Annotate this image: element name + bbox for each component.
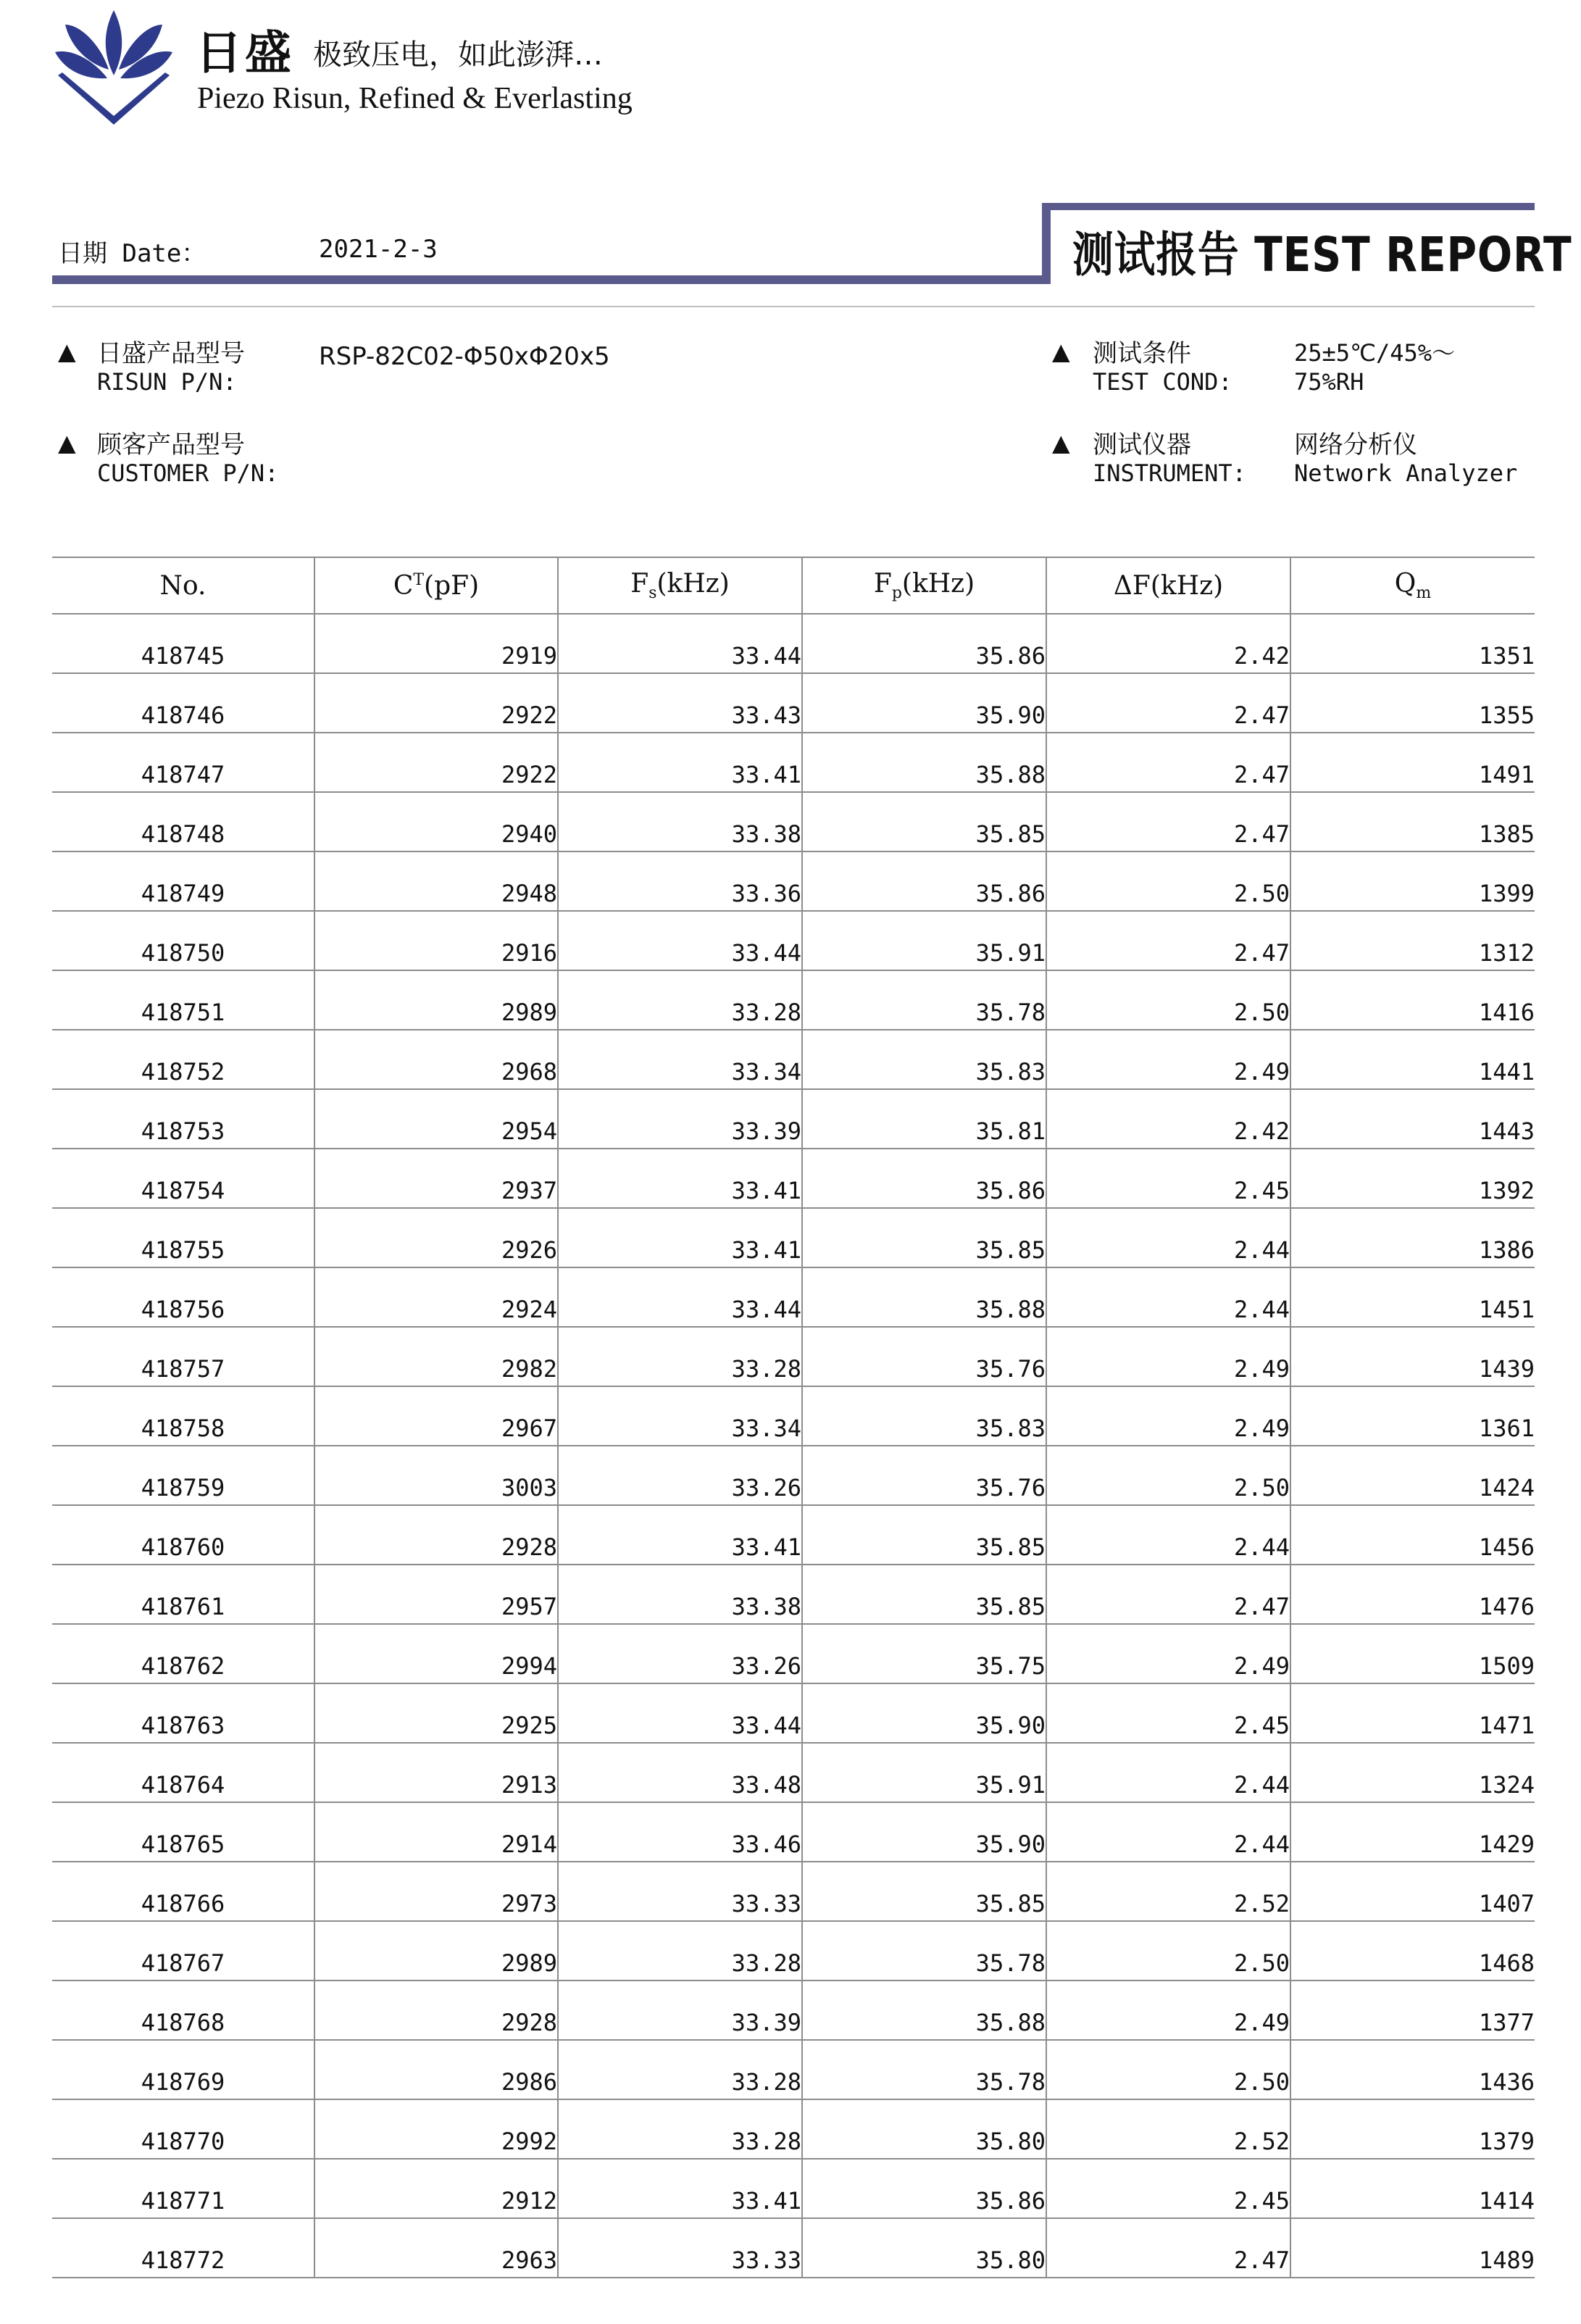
table-row — [52, 792, 1535, 851]
date-label: 日期 Date： — [58, 239, 207, 268]
cell-delta-f: 2.50 — [1046, 1921, 1290, 1981]
cell-fs: 33.41 — [558, 1505, 802, 1565]
cell-ct: 2967 — [314, 1386, 558, 1446]
table-row — [52, 1565, 1535, 1624]
cell-qm: 1476 — [1290, 1565, 1535, 1624]
cell-qm: 1361 — [1290, 1386, 1535, 1446]
customer-pn-label-cn: 顾客产品型号 — [97, 430, 245, 459]
cell-ct: 2957 — [314, 1565, 558, 1624]
cell-no: 418754 — [52, 1149, 314, 1208]
table-row — [52, 1030, 1535, 1089]
cell-ct: 2986 — [314, 2040, 558, 2099]
cell-delta-f: 2.47 — [1046, 673, 1290, 733]
cell-no: 418766 — [52, 1862, 314, 1921]
cell-delta-f: 2.47 — [1046, 911, 1290, 970]
table-row — [52, 1089, 1535, 1149]
header-no: No. — [52, 557, 314, 614]
header-rule-top — [1042, 203, 1535, 210]
table-row — [52, 1743, 1535, 1802]
risun-pn-label-cn: 日盛产品型号 — [97, 339, 245, 368]
cell-delta-f: 2.50 — [1046, 970, 1290, 1030]
cell-ct: 2994 — [314, 1624, 558, 1683]
cell-qm: 1385 — [1290, 792, 1535, 851]
report-title: 测试报告 TEST REPORT — [1072, 227, 1572, 283]
divider — [52, 306, 1535, 307]
slogan-en: Piezo Risun, Refined & Everlasting — [197, 82, 633, 115]
cell-fs: 33.36 — [558, 851, 802, 911]
customer-pn-label-en: CUSTOMER P/N: — [97, 459, 279, 487]
table-row — [52, 614, 1535, 673]
cell-fs: 33.39 — [558, 1981, 802, 2040]
cell-fs: 33.38 — [558, 792, 802, 851]
cell-fp: 35.83 — [802, 1030, 1046, 1089]
table-row — [52, 2099, 1535, 2159]
cell-no: 418767 — [52, 1921, 314, 1981]
cell-delta-f: 2.44 — [1046, 1802, 1290, 1862]
cell-delta-f: 2.44 — [1046, 1505, 1290, 1565]
table-row — [52, 1327, 1535, 1386]
cell-fp: 35.78 — [802, 970, 1046, 1030]
cell-no: 418761 — [52, 1565, 314, 1624]
bullet-triangle-icon: ▲ — [58, 429, 76, 457]
header-delta-f: ΔF(kHz) — [1046, 557, 1290, 614]
table-row — [52, 733, 1535, 792]
cell-delta-f: 2.52 — [1046, 1862, 1290, 1921]
cell-no: 418753 — [52, 1089, 314, 1149]
cell-no: 418763 — [52, 1683, 314, 1743]
cell-no: 418752 — [52, 1030, 314, 1089]
cell-qm: 1456 — [1290, 1505, 1535, 1565]
cell-ct: 2989 — [314, 970, 558, 1030]
cell-fs: 33.33 — [558, 2218, 802, 2278]
cell-delta-f: 2.45 — [1046, 1683, 1290, 1743]
cell-no: 418749 — [52, 851, 314, 911]
cell-fs: 33.43 — [558, 673, 802, 733]
cell-fp: 35.75 — [802, 1624, 1046, 1683]
cell-no: 418756 — [52, 1267, 314, 1327]
cell-no: 418746 — [52, 673, 314, 733]
cell-qm: 1355 — [1290, 673, 1535, 733]
table-row — [52, 970, 1535, 1030]
table-row — [52, 1208, 1535, 1267]
bullet-triangle-icon: ▲ — [1052, 429, 1070, 457]
cell-ct: 2912 — [314, 2159, 558, 2218]
cell-fs: 33.44 — [558, 1267, 802, 1327]
instrument-value-cn: 网络分析仪 — [1294, 430, 1417, 459]
cell-delta-f: 2.49 — [1046, 1981, 1290, 2040]
cell-ct: 2973 — [314, 1862, 558, 1921]
cell-qm: 1312 — [1290, 911, 1535, 970]
cell-fp: 35.86 — [802, 2159, 1046, 2218]
cell-fp: 35.88 — [802, 1981, 1046, 2040]
instrument-label-cn: 测试仪器 — [1093, 430, 1191, 459]
cell-qm: 1414 — [1290, 2159, 1535, 2218]
cell-fp: 35.80 — [802, 2218, 1046, 2278]
table-row — [52, 851, 1535, 911]
table-row — [52, 1505, 1535, 1565]
cell-qm: 1386 — [1290, 1208, 1535, 1267]
cell-no: 418759 — [52, 1446, 314, 1505]
cell-ct: 2968 — [314, 1030, 558, 1089]
cell-qm: 1509 — [1290, 1624, 1535, 1683]
cell-ct: 2989 — [314, 1921, 558, 1981]
cell-qm: 1489 — [1290, 2218, 1535, 2278]
cell-fp: 35.80 — [802, 2099, 1046, 2159]
instrument-label-en: INSTRUMENT: — [1093, 459, 1246, 487]
risun-pn-value: RSP-82C02-Φ50xΦ20x5 — [319, 342, 610, 371]
cell-fp: 35.90 — [802, 1683, 1046, 1743]
cell-fp: 35.91 — [802, 1743, 1046, 1802]
cell-no: 418771 — [52, 2159, 314, 2218]
cell-no: 418765 — [52, 1802, 314, 1862]
cell-ct: 2914 — [314, 1802, 558, 1862]
cell-fs: 33.39 — [558, 1089, 802, 1149]
table-row — [52, 1267, 1535, 1327]
cell-delta-f: 2.42 — [1046, 1089, 1290, 1149]
cell-fs: 33.28 — [558, 2099, 802, 2159]
cell-qm: 1407 — [1290, 1862, 1535, 1921]
cell-fp: 35.76 — [802, 1446, 1046, 1505]
risun-pn-label-en: RISUN P/N: — [97, 368, 237, 396]
header-rule-vertical — [1042, 203, 1051, 284]
cell-fp: 35.86 — [802, 851, 1046, 911]
cell-fp: 35.85 — [802, 1505, 1046, 1565]
cell-delta-f: 2.44 — [1046, 1208, 1290, 1267]
cell-fs: 33.34 — [558, 1386, 802, 1446]
table-row — [52, 673, 1535, 733]
cell-ct: 2922 — [314, 673, 558, 733]
leaf-fan-logo-icon — [52, 3, 175, 130]
header-qm: $Q_m$ — [1290, 557, 1535, 614]
cell-delta-f: 2.44 — [1046, 1743, 1290, 1802]
cell-no: 418768 — [52, 1981, 314, 2040]
table-body — [52, 614, 1535, 2278]
cell-fs: 33.44 — [558, 614, 802, 673]
cell-ct: 2925 — [314, 1683, 558, 1743]
cell-fp: 35.85 — [802, 792, 1046, 851]
cell-no: 418745 — [52, 614, 314, 673]
table-row — [52, 1981, 1535, 2040]
cell-qm: 1392 — [1290, 1149, 1535, 1208]
cell-no: 418762 — [52, 1624, 314, 1683]
cell-qm: 1436 — [1290, 2040, 1535, 2099]
cell-fs: 33.48 — [558, 1743, 802, 1802]
table-row — [52, 911, 1535, 970]
cell-no: 418758 — [52, 1386, 314, 1446]
cell-ct: 2948 — [314, 851, 558, 911]
cell-fp: 35.85 — [802, 1565, 1046, 1624]
header-fp: $F_p(kHz)$ — [802, 557, 1046, 614]
cell-qm: 1424 — [1290, 1446, 1535, 1505]
cell-no: 418747 — [52, 733, 314, 792]
cell-fp: 35.83 — [802, 1386, 1046, 1446]
cell-qm: 1429 — [1290, 1802, 1535, 1862]
cell-ct: 2982 — [314, 1327, 558, 1386]
cell-qm: 1471 — [1290, 1683, 1535, 1743]
test-cond-value-1: 25±5℃/45%～ — [1294, 339, 1456, 367]
cell-delta-f: 2.47 — [1046, 733, 1290, 792]
slogan-cn: 极致压电，如此澎湃… — [313, 38, 603, 72]
cell-ct: 2940 — [314, 792, 558, 851]
cell-no: 418760 — [52, 1505, 314, 1565]
cell-qm: 1351 — [1290, 614, 1535, 673]
cell-no: 418750 — [52, 911, 314, 970]
cell-fp: 35.88 — [802, 1267, 1046, 1327]
cell-delta-f: 2.49 — [1046, 1386, 1290, 1446]
cell-fs: 33.28 — [558, 1921, 802, 1981]
cell-fs: 33.41 — [558, 1149, 802, 1208]
cell-qm: 1468 — [1290, 1921, 1535, 1981]
table-row — [52, 1149, 1535, 1208]
header-fs: $F_s(kHz)$ — [558, 557, 802, 614]
cell-ct: 2919 — [314, 614, 558, 673]
cell-qm: 1491 — [1290, 733, 1535, 792]
table-row — [52, 2218, 1535, 2278]
cell-delta-f: 2.42 — [1046, 614, 1290, 673]
cell-qm: 1439 — [1290, 1327, 1535, 1386]
cell-delta-f: 2.45 — [1046, 2159, 1290, 2218]
cell-delta-f: 2.47 — [1046, 792, 1290, 851]
cell-ct: 2913 — [314, 1743, 558, 1802]
test-cond-label-cn: 测试条件 — [1093, 339, 1191, 368]
cell-ct: 2924 — [314, 1267, 558, 1327]
cell-qm: 1379 — [1290, 2099, 1535, 2159]
table-row — [52, 1386, 1535, 1446]
cell-fs: 33.44 — [558, 1683, 802, 1743]
test-results-table — [52, 557, 1535, 2278]
cell-ct: 2954 — [314, 1089, 558, 1149]
cell-fp: 35.86 — [802, 614, 1046, 673]
table-header-row — [52, 557, 1535, 614]
cell-no: 418748 — [52, 792, 314, 851]
cell-fs: 33.28 — [558, 970, 802, 1030]
cell-no: 418772 — [52, 2218, 314, 2278]
bullet-triangle-icon: ▲ — [58, 338, 76, 365]
table-row — [52, 1802, 1535, 1862]
table-row — [52, 2040, 1535, 2099]
cell-fs: 33.44 — [558, 911, 802, 970]
header-ct: $C^T(pF)$ — [314, 557, 558, 614]
cell-fs: 33.41 — [558, 1208, 802, 1267]
cell-fp: 35.90 — [802, 673, 1046, 733]
cell-ct: 2928 — [314, 1505, 558, 1565]
cell-no: 418755 — [52, 1208, 314, 1267]
cell-fs: 33.28 — [558, 2040, 802, 2099]
cell-qm: 1451 — [1290, 1267, 1535, 1327]
cell-qm: 1377 — [1290, 1981, 1535, 2040]
cell-no: 418757 — [52, 1327, 314, 1386]
instrument-value-en: Network Analyzer — [1294, 459, 1518, 487]
cell-fp: 35.88 — [802, 733, 1046, 792]
cell-no: 418751 — [52, 970, 314, 1030]
cell-ct: 2916 — [314, 911, 558, 970]
cell-ct: 2928 — [314, 1981, 558, 2040]
cell-no: 418764 — [52, 1743, 314, 1802]
cell-fp: 35.76 — [802, 1327, 1046, 1386]
cell-fs: 33.41 — [558, 733, 802, 792]
cell-fs: 33.26 — [558, 1446, 802, 1505]
cell-delta-f: 2.49 — [1046, 1327, 1290, 1386]
cell-fp: 35.90 — [802, 1802, 1046, 1862]
table-row — [52, 1862, 1535, 1921]
cell-qm: 1399 — [1290, 851, 1535, 911]
cell-fs: 33.28 — [558, 1327, 802, 1386]
cell-delta-f: 2.47 — [1046, 2218, 1290, 2278]
cell-ct: 2926 — [314, 1208, 558, 1267]
cell-no: 418770 — [52, 2099, 314, 2159]
cell-qm: 1443 — [1290, 1089, 1535, 1149]
cell-ct: 2992 — [314, 2099, 558, 2159]
cell-fs: 33.26 — [558, 1624, 802, 1683]
cell-delta-f: 2.50 — [1046, 1446, 1290, 1505]
cell-fs: 33.33 — [558, 1862, 802, 1921]
cell-ct: 2937 — [314, 1149, 558, 1208]
table-row — [52, 1624, 1535, 1683]
cell-delta-f: 2.49 — [1046, 1030, 1290, 1089]
cell-fp: 35.86 — [802, 1149, 1046, 1208]
cell-fp: 35.85 — [802, 1862, 1046, 1921]
cell-no: 418769 — [52, 2040, 314, 2099]
table-row — [52, 1683, 1535, 1743]
cell-qm: 1416 — [1290, 970, 1535, 1030]
cell-fp: 35.85 — [802, 1208, 1046, 1267]
cell-ct: 2922 — [314, 733, 558, 792]
brand-name-cn: 日盛 — [196, 27, 294, 80]
cell-delta-f: 2.44 — [1046, 1267, 1290, 1327]
test-cond-label-en: TEST COND: — [1093, 368, 1232, 396]
cell-delta-f: 2.52 — [1046, 2099, 1290, 2159]
cell-fp: 35.91 — [802, 911, 1046, 970]
date-value: 2021-2-3 — [319, 235, 438, 264]
cell-qm: 1324 — [1290, 1743, 1535, 1802]
bullet-triangle-icon: ▲ — [1052, 338, 1070, 365]
cell-delta-f: 2.49 — [1046, 1624, 1290, 1683]
header-rule — [52, 275, 1051, 284]
cell-delta-f: 2.50 — [1046, 2040, 1290, 2099]
cell-fs: 33.34 — [558, 1030, 802, 1089]
test-cond-value-2: 75%RH — [1294, 368, 1364, 396]
cell-delta-f: 2.45 — [1046, 1149, 1290, 1208]
cell-delta-f: 2.47 — [1046, 1565, 1290, 1624]
cell-fs: 33.46 — [558, 1802, 802, 1862]
table-row — [52, 1446, 1535, 1505]
cell-ct: 2963 — [314, 2218, 558, 2278]
cell-fp: 35.78 — [802, 1921, 1046, 1981]
cell-fp: 35.78 — [802, 2040, 1046, 2099]
cell-fp: 35.81 — [802, 1089, 1046, 1149]
cell-fs: 33.38 — [558, 1565, 802, 1624]
cell-ct: 3003 — [314, 1446, 558, 1505]
cell-fs: 33.41 — [558, 2159, 802, 2218]
table-row — [52, 2159, 1535, 2218]
cell-delta-f: 2.50 — [1046, 851, 1290, 911]
cell-qm: 1441 — [1290, 1030, 1535, 1089]
table-row — [52, 1921, 1535, 1981]
